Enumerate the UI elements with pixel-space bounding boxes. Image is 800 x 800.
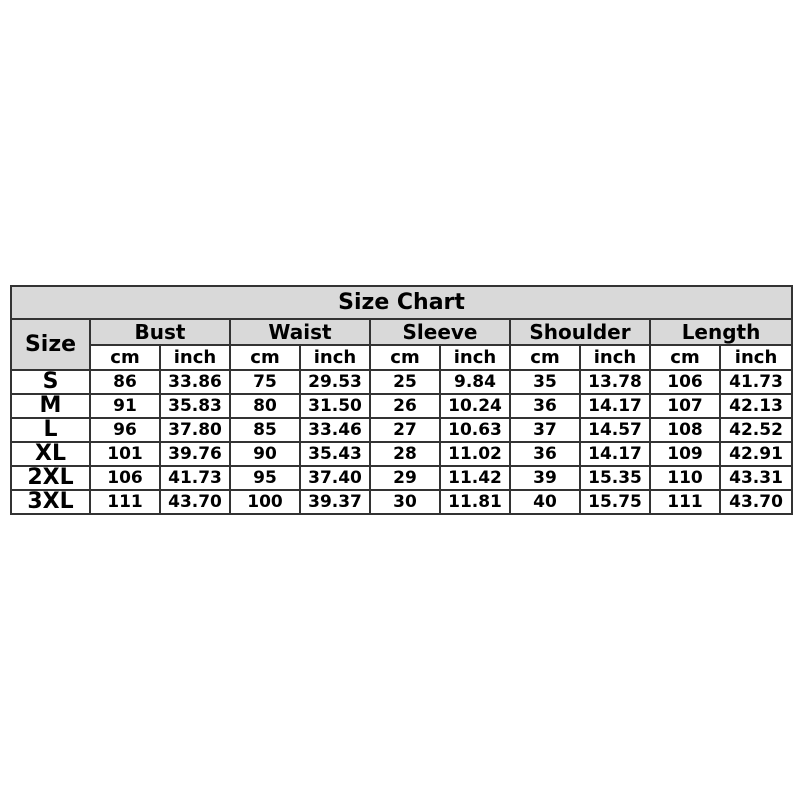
table-cell: 111	[650, 490, 720, 514]
unit-header-length-inch: inch	[720, 345, 792, 370]
table-cell: 110	[650, 466, 720, 490]
table-cell: 42.13	[720, 394, 792, 418]
size-label: 2XL	[11, 466, 90, 490]
table-cell: 106	[90, 466, 160, 490]
table-cell: 37.80	[160, 418, 230, 442]
table-cell: 96	[90, 418, 160, 442]
table-cell: 29.53	[300, 370, 370, 394]
unit-header-bust-cm: cm	[90, 345, 160, 370]
table-cell: 42.91	[720, 442, 792, 466]
table-cell: 15.35	[580, 466, 650, 490]
table-cell: 109	[650, 442, 720, 466]
unit-header-length-cm: cm	[650, 345, 720, 370]
table-cell: 33.86	[160, 370, 230, 394]
table-cell: 13.78	[580, 370, 650, 394]
group-header-bust: Bust	[90, 319, 230, 345]
unit-header-bust-inch: inch	[160, 345, 230, 370]
size-label: M	[11, 394, 90, 418]
table-cell: 80	[230, 394, 300, 418]
table-cell: 90	[230, 442, 300, 466]
group-header-waist: Waist	[230, 319, 370, 345]
table-cell: 30	[370, 490, 440, 514]
table-cell: 43.31	[720, 466, 792, 490]
table-cell: 91	[90, 394, 160, 418]
table-cell: 29	[370, 466, 440, 490]
table-cell: 111	[90, 490, 160, 514]
table-cell: 85	[230, 418, 300, 442]
table-cell: 25	[370, 370, 440, 394]
table-cell: 36	[510, 394, 580, 418]
table-cell: 9.84	[440, 370, 510, 394]
table-cell: 101	[90, 442, 160, 466]
unit-header-waist-cm: cm	[230, 345, 300, 370]
size-label: L	[11, 418, 90, 442]
table-cell: 95	[230, 466, 300, 490]
table-cell: 10.24	[440, 394, 510, 418]
table-cell: 14.57	[580, 418, 650, 442]
table-cell: 100	[230, 490, 300, 514]
table-cell: 39	[510, 466, 580, 490]
table-row	[11, 394, 792, 418]
group-header-shoulder: Shoulder	[510, 319, 650, 345]
group-header-length: Length	[650, 319, 792, 345]
table-cell: 36	[510, 442, 580, 466]
table-cell: 14.17	[580, 442, 650, 466]
unit-header-shoulder-inch: inch	[580, 345, 650, 370]
table-cell: 75	[230, 370, 300, 394]
table-cell: 106	[650, 370, 720, 394]
table-cell: 42.52	[720, 418, 792, 442]
chart-title: Size Chart	[11, 286, 792, 319]
table-cell: 107	[650, 394, 720, 418]
unit-header-waist-inch: inch	[300, 345, 370, 370]
table-cell: 10.63	[440, 418, 510, 442]
table-cell: 26	[370, 394, 440, 418]
size-label: XL	[11, 442, 90, 466]
table-row	[11, 442, 792, 466]
table-row	[11, 466, 792, 490]
size-chart-container	[10, 285, 791, 515]
table-cell: 35.43	[300, 442, 370, 466]
table-cell: 41.73	[160, 466, 230, 490]
size-rows	[11, 370, 792, 514]
table-cell: 27	[370, 418, 440, 442]
unit-header-sleeve-inch: inch	[440, 345, 510, 370]
table-cell: 43.70	[720, 490, 792, 514]
table-cell: 41.73	[720, 370, 792, 394]
size-label: S	[11, 370, 90, 394]
table-cell: 11.02	[440, 442, 510, 466]
size-column-header: Size	[11, 319, 90, 370]
table-cell: 35	[510, 370, 580, 394]
table-cell: 39.76	[160, 442, 230, 466]
table-cell: 11.42	[440, 466, 510, 490]
table-cell: 39.37	[300, 490, 370, 514]
table-row	[11, 370, 792, 394]
table-cell: 11.81	[440, 490, 510, 514]
table-row	[11, 418, 792, 442]
table-cell: 37	[510, 418, 580, 442]
table-cell: 86	[90, 370, 160, 394]
table-cell: 15.75	[580, 490, 650, 514]
table-cell: 43.70	[160, 490, 230, 514]
size-chart-table	[10, 285, 793, 515]
table-cell: 33.46	[300, 418, 370, 442]
size-label: 3XL	[11, 490, 90, 514]
table-cell: 31.50	[300, 394, 370, 418]
table-cell: 108	[650, 418, 720, 442]
unit-header-sleeve-cm: cm	[370, 345, 440, 370]
group-header-sleeve: Sleeve	[370, 319, 510, 345]
unit-header-shoulder-cm: cm	[510, 345, 580, 370]
table-cell: 14.17	[580, 394, 650, 418]
table-cell: 37.40	[300, 466, 370, 490]
table-cell: 40	[510, 490, 580, 514]
table-cell: 35.83	[160, 394, 230, 418]
table-cell: 28	[370, 442, 440, 466]
table-row	[11, 490, 792, 514]
